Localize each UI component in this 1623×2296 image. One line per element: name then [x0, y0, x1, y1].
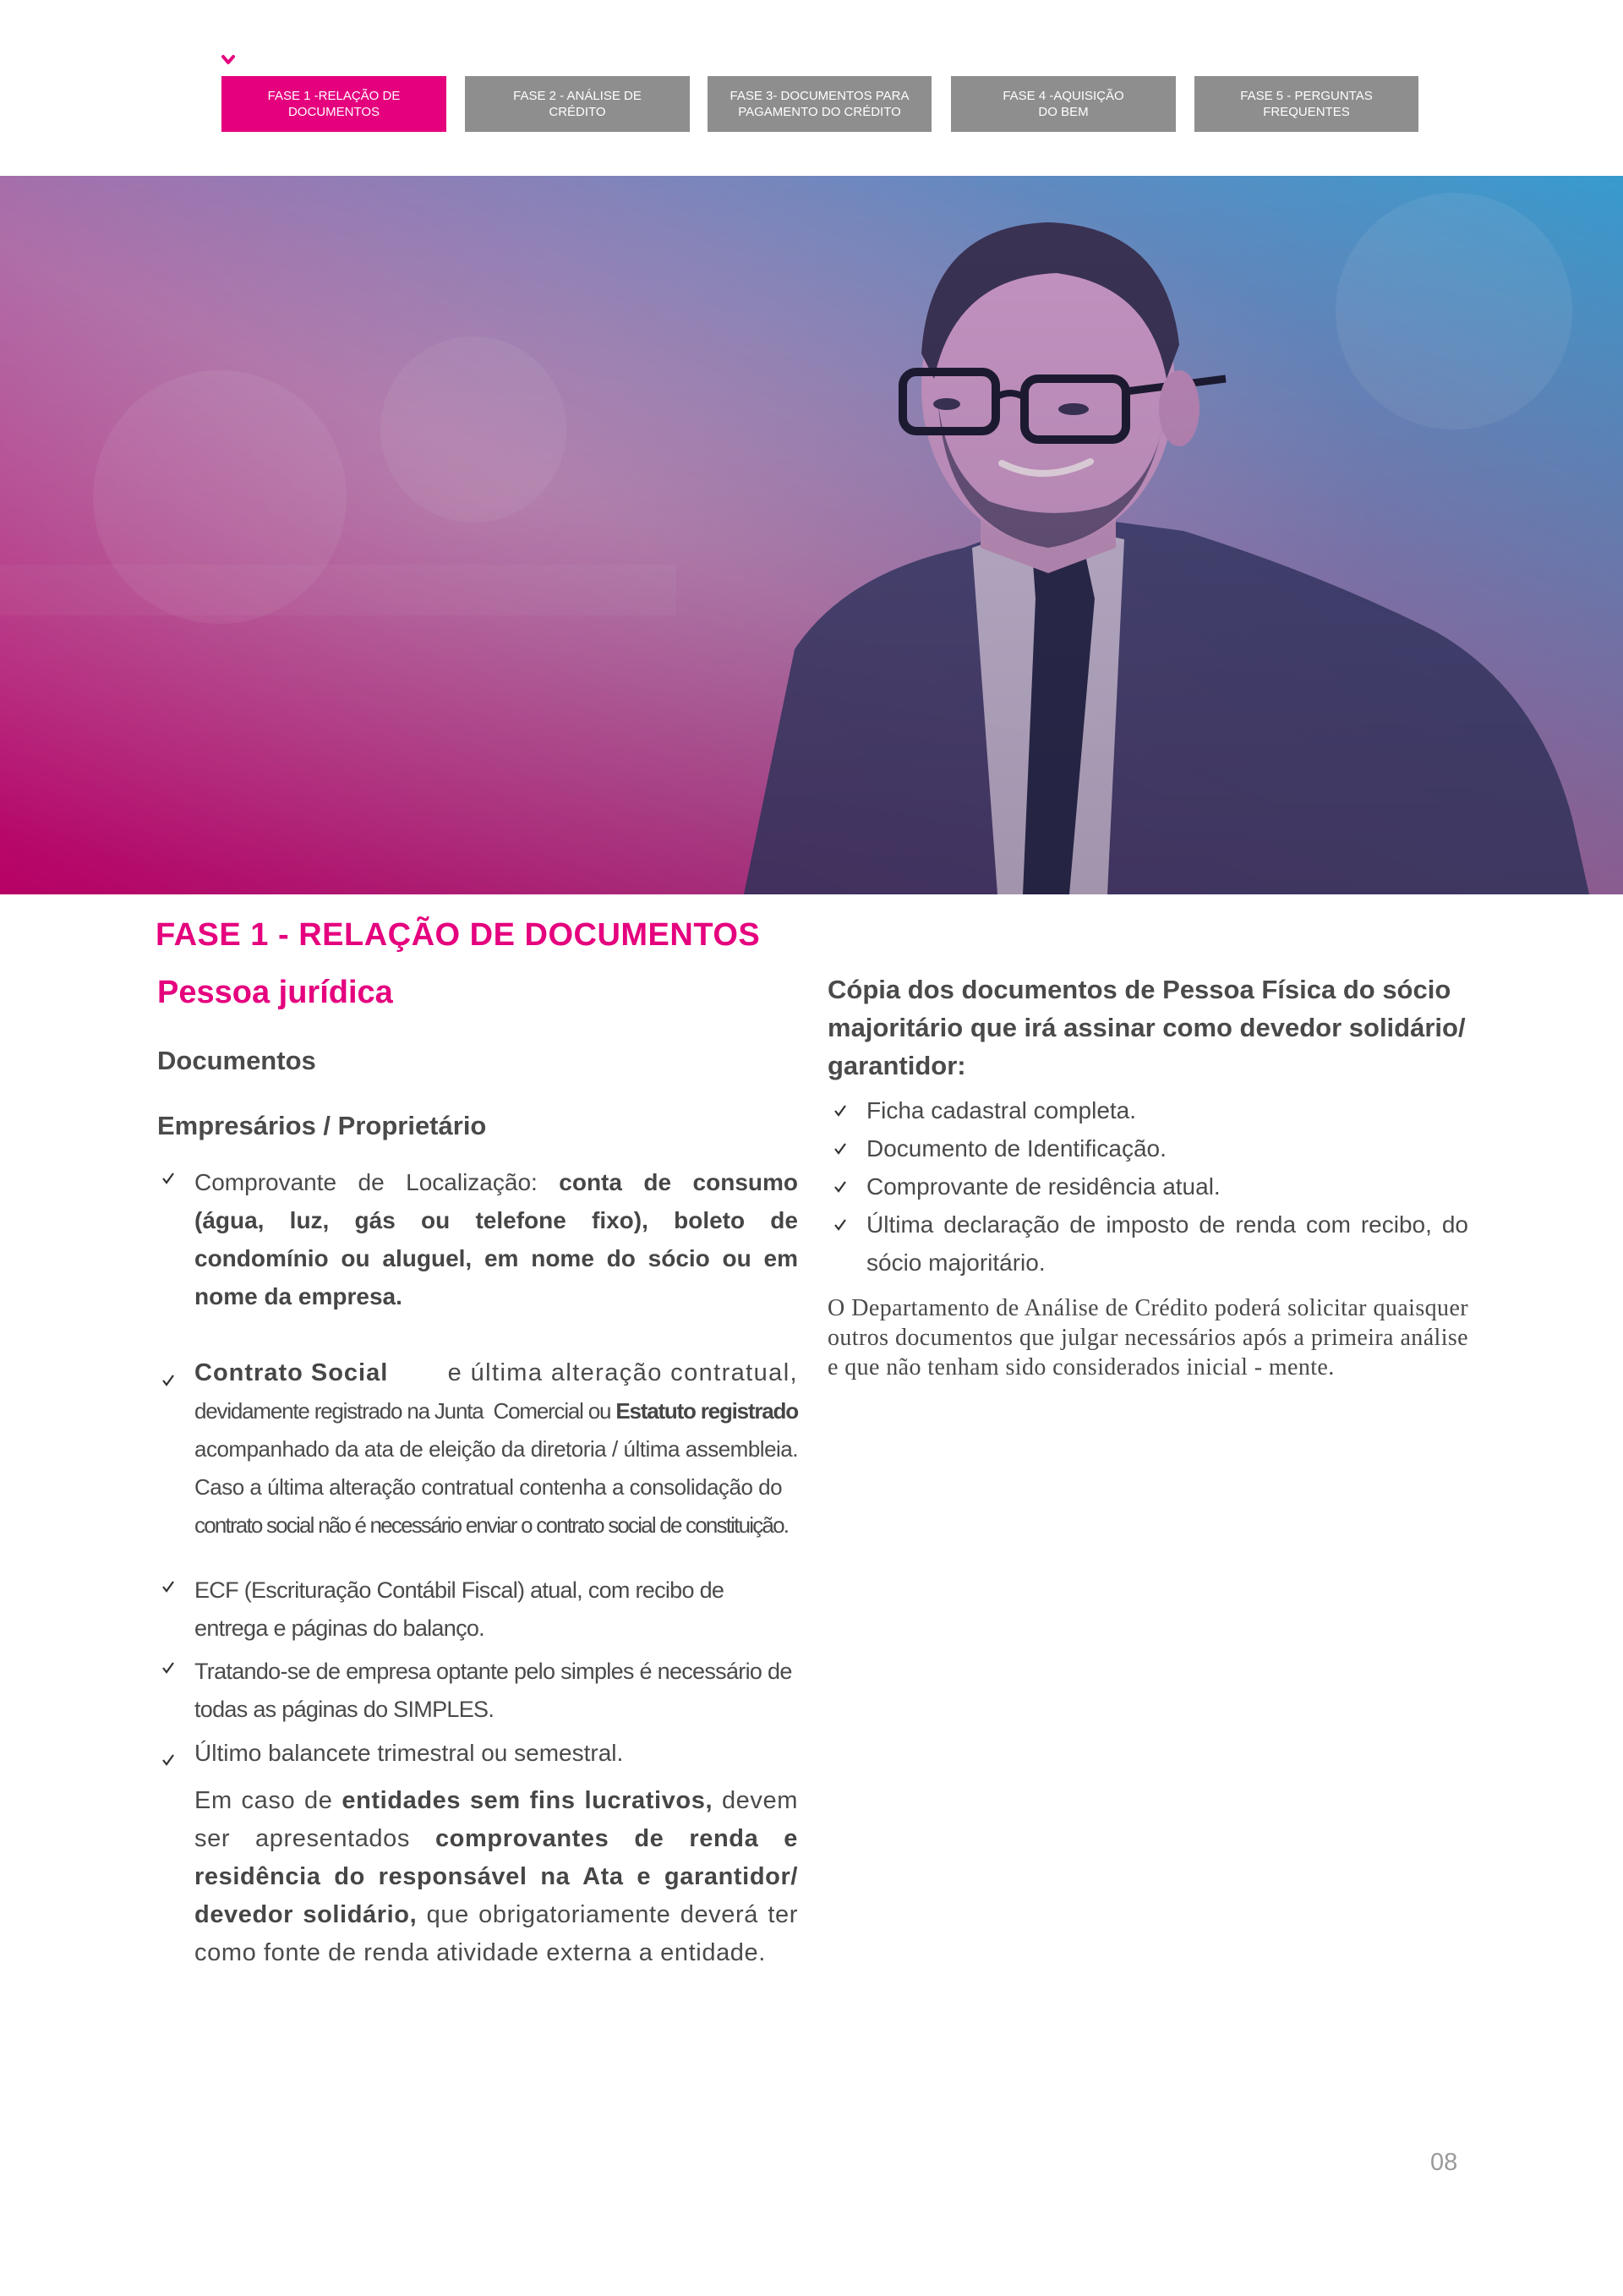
list-item [828, 1129, 1468, 1167]
check-icon [161, 1660, 176, 1676]
heading-documentos: Documentos [157, 1046, 316, 1075]
tab-fase-4[interactable]: FASE 4 -AQUISIÇÃO DO BEM [951, 76, 1176, 132]
item-text: acompanhado da ata de eleição da diretoria / última assembleia. Caso a última alteração contratual contenha a consolidação do [194, 1436, 798, 1500]
note-text-bold: comprovantes de renda e residência do responsável na Ata e garantidor/ devedor solidário, [194, 1825, 798, 1928]
item-text: ECF (Escrituração Contábil Fiscal) atual, com recibo de entrega e páginas do balanço. [194, 1577, 724, 1641]
check-icon [161, 1373, 176, 1388]
list-item [828, 1091, 1468, 1129]
check-icon [161, 1752, 176, 1768]
item-text: contrato social não é necessário enviar o contrato social de constituição. [194, 1512, 789, 1538]
right-column-title: Cópia dos documentos de Pessoa Física do sócio majoritário que irá assinar como devedor solidário/ garantidor: [828, 975, 1466, 1080]
note-text-bold: entidades sem fins lucrativos, [342, 1787, 713, 1814]
item-text: e última alteração contratual, [440, 1359, 798, 1386]
nonprofit-note [157, 1782, 798, 1972]
tab-fase-1[interactable]: FASE 1 -RELAÇÃO DE DOCUMENTOS [221, 76, 446, 132]
item-text: Comprovante de Localização: [194, 1169, 560, 1195]
check-icon [833, 1103, 848, 1118]
section-subtitle: Pessoa jurídica [157, 975, 393, 1010]
page-number: 08 [1430, 2149, 1458, 2176]
list-item [157, 1653, 798, 1729]
item-text-bold: Contrato Social [194, 1359, 389, 1386]
list-item [157, 1354, 798, 1544]
credit-dept-note: O Departamento de Análise de Crédito poderá solicitar quaisquer outros documentos que julgar necessários após a primeira análise e que não tenham sido considerados inicial - mente. [828, 1295, 1468, 1380]
phase-navigation [221, 76, 1418, 132]
check-icon [161, 1171, 176, 1186]
list-item [157, 1572, 798, 1648]
tab-fase-5[interactable]: FASE 5 - PERGUNTAS FREQUENTES [1194, 76, 1418, 132]
item-text-bold: conta de consumo (água, luz, gás ou telefone fixo), boleto de condomínio ou aluguel, em nome do sócio ou em nome da empresa. [194, 1169, 798, 1309]
list-item [157, 1163, 798, 1315]
item-text: Último balancete trimestral ou semestral. [194, 1740, 624, 1766]
check-icon [833, 1179, 848, 1194]
item-text: Última declaração de imposto de renda com recibo, do sócio majoritário. [866, 1211, 1468, 1276]
list-item [828, 1167, 1468, 1205]
item-text: Tratando-se de empresa optante pelo simples é necessário de todas as páginas do SIMPLES. [194, 1659, 792, 1722]
right-column [828, 970, 1468, 1382]
note-text: Em caso de [194, 1787, 342, 1814]
list-item [828, 1205, 1468, 1282]
chevron-down-icon [221, 54, 235, 66]
businessman-photo [0, 176, 1623, 894]
page-title: FASE 1 - RELAÇÃO DE DOCUMENTOS [156, 917, 761, 953]
hero-image [0, 176, 1623, 894]
item-text: Ficha cadastral completa. [866, 1097, 1137, 1123]
tab-fase-3[interactable]: FASE 3- DOCUMENTOS PARA PAGAMENTO DO CRÉDITO [708, 76, 932, 132]
item-text: Comprovante de residência atual. [866, 1173, 1221, 1200]
check-icon [161, 1579, 176, 1594]
note-text: que obrigatoriamente deverá ter como fonte de renda atividade externa a entidade. [194, 1901, 798, 1966]
item-text: Documento de Identificação. [866, 1135, 1167, 1162]
note-text: devem ser apresentados [194, 1787, 798, 1852]
heading-empresarios: Empresários / Proprietário [157, 1111, 487, 1140]
tab-fase-2[interactable]: FASE 2 - ANÁLISE DE CRÉDITO [465, 76, 690, 132]
check-icon [833, 1141, 848, 1156]
item-text-bold: Estatuto registrado [615, 1398, 798, 1424]
item-text: devidamente registrado na Junta Comercial ou [194, 1398, 616, 1424]
check-icon [833, 1217, 848, 1233]
list-item [157, 1734, 798, 1772]
left-column [157, 1163, 798, 1972]
pf-documents-list [828, 1091, 1468, 1282]
